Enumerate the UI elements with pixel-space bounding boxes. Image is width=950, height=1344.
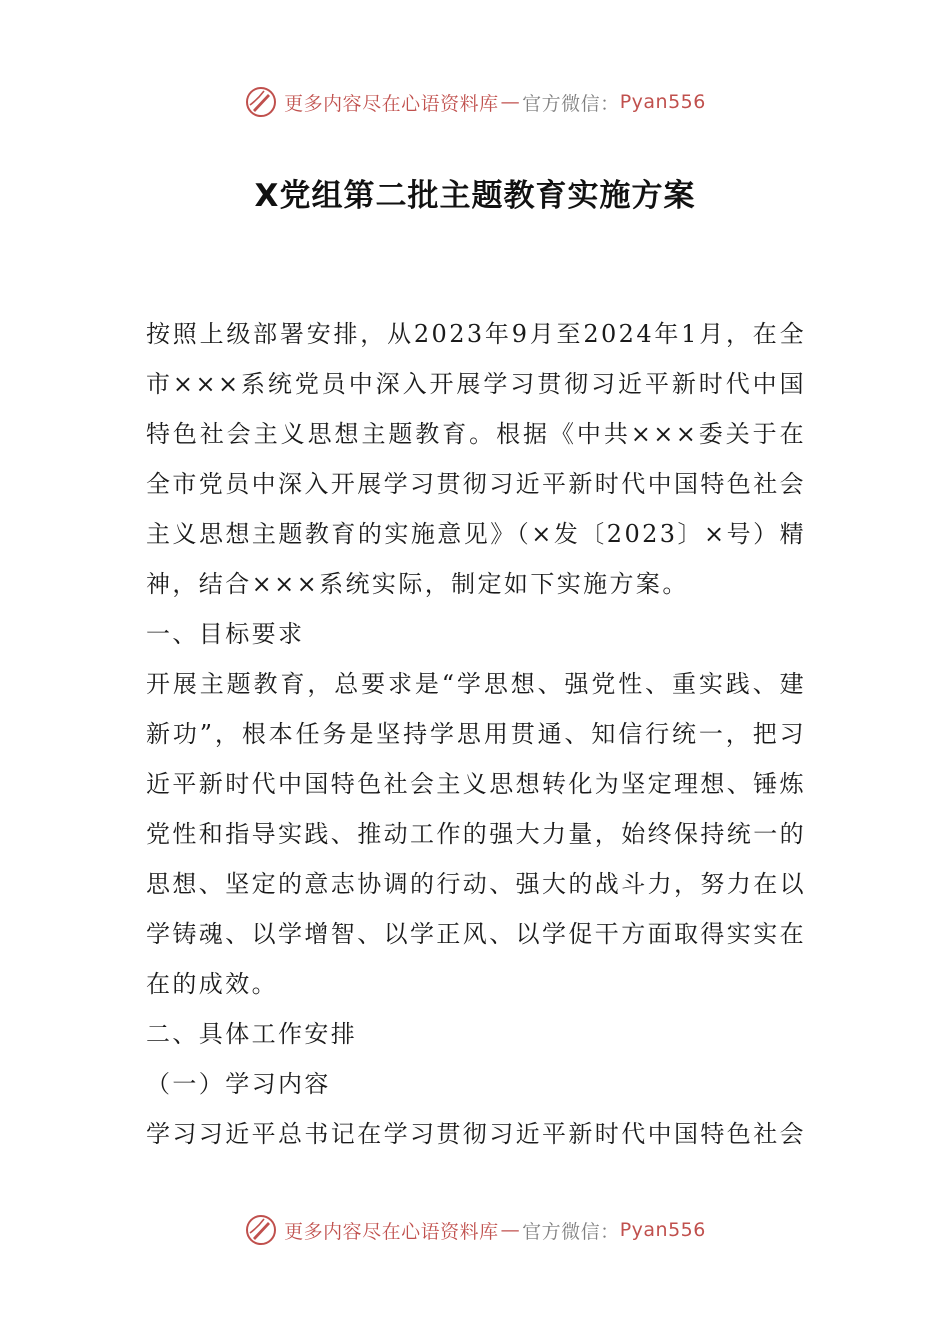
watermark-dash: — — [500, 91, 521, 113]
watermark-wechat-id: Pyan556 — [619, 91, 706, 113]
watermark-wechat-label: 官方微信： — [522, 92, 620, 115]
heading-goals: 一、目标要求 — [146, 620, 305, 648]
subheading-study-content: （一）学习内容 — [146, 1070, 331, 1098]
quill-pen-logo-icon — [244, 85, 278, 119]
footer-watermark — [0, 1210, 950, 1250]
watermark-brand: 更多内容尽在心语资料库 — [284, 1220, 499, 1243]
document-title: X党组第二批主题教育实施方案 — [254, 178, 696, 214]
heading-work-arrangement: 二、具体工作安排 — [146, 1020, 358, 1048]
paragraph-goals: 开展主题教育，总要求是“学思想、强党性、重实践、建新功”，根本任务是坚持学思用贯通、知信行统一，把习近平新时代中国特色社会主义思想转化为坚定理想、锤炼党性和指导实践、推动工作的强大力量，始终保持统一的思想、坚定的意志协调的行动、强大的战斗力，努力在以学铸魂、以学增智、以学正风、以学促干方面取得实实在在的成效。 — [146, 670, 806, 998]
quill-pen-logo-icon — [244, 1213, 278, 1247]
watermark-dash: — — [500, 1219, 521, 1241]
paragraph-intro: 按照上级部署安排，从2023年9月至2024年1月，在全市×××系统党员中深入开展学习贯彻习近平新时代中国特色社会主义思想主题教育。根据《中共×××委关于在全市党员中深入开展学习贯彻习近平新时代中国特色社会主义思想主题教育的实施意见》（×发〔2023〕×号）精神，结合×××系统实际，制定如下实施方案。 — [146, 320, 806, 598]
document-body — [146, 309, 806, 1159]
paragraph-study-content: 学习习近平总书记在学习贯彻习近平新时代中国特色社会 — [146, 1120, 806, 1148]
watermark-brand: 更多内容尽在心语资料库 — [284, 92, 499, 115]
watermark-wechat-label: 官方微信： — [522, 1220, 620, 1243]
watermark-wechat-id: Pyan556 — [619, 1219, 706, 1241]
header-watermark — [0, 82, 950, 122]
